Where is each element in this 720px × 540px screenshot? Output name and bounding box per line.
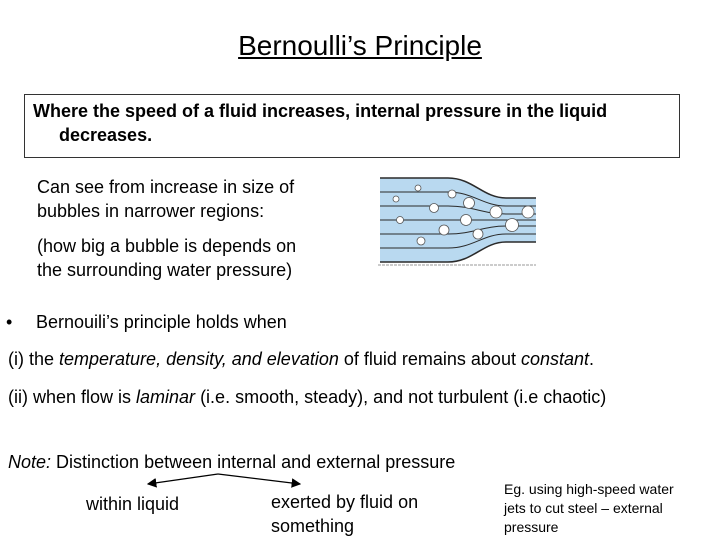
within-liquid-label: within liquid — [86, 494, 180, 514]
definition-line-2: decreases. — [59, 125, 153, 145]
exerted-label — [271, 490, 418, 538]
bubble — [461, 215, 472, 226]
condition-1-emphasis: temperature, density, and elevation — [59, 349, 339, 369]
condition-1-middle: of fluid remains about — [338, 349, 521, 369]
condition-1-suffix: . — [589, 349, 595, 369]
bubble — [417, 237, 425, 245]
bubbles-text — [37, 175, 294, 223]
note-text: Distinction between internal and external pressure — [51, 452, 456, 472]
exerted-label-line-2: something — [271, 516, 355, 536]
condition-1-emphasis-2: constant — [520, 349, 590, 369]
pressure-text-line-1: (how big a bubble is depends on — [37, 236, 297, 256]
condition-2-prefix: (ii) when flow is — [8, 387, 137, 407]
bubble — [439, 225, 449, 235]
note-label: Note: — [8, 452, 52, 472]
bullet-symbol: • — [6, 312, 13, 332]
pressure-text — [37, 234, 296, 282]
bubble — [522, 206, 534, 218]
example-line-1: Eg. using high-speed water — [504, 481, 674, 497]
bubble — [393, 196, 399, 202]
example-note — [504, 480, 674, 537]
condition-1 — [8, 347, 594, 371]
definition-box — [24, 94, 680, 158]
example-line-3: pressure — [504, 519, 559, 535]
arrow-to-exerted — [218, 474, 300, 484]
arrow-to-within-liquid — [148, 474, 218, 484]
example-line-2: jets to cut steel – external — [504, 500, 663, 516]
bubble — [473, 229, 483, 239]
figure-caption-line — [378, 262, 538, 268]
pressure-text-line-2: the surrounding water pressure) — [37, 260, 293, 280]
condition-2 — [8, 385, 606, 409]
bubbles-text-line-2: bubbles in narrower regions: — [37, 201, 265, 221]
bubble — [415, 185, 421, 191]
bubble — [464, 198, 475, 209]
bubble — [448, 190, 456, 198]
bullet-item — [6, 312, 287, 333]
bullet-text: Bernouili’s principle holds when — [36, 312, 287, 332]
bubble — [430, 204, 439, 213]
page-title: Bernoulli’s Principle — [238, 30, 482, 61]
condition-2-suffix: (i.e. smooth, steady), and not turbulent (i.e chaotic) — [195, 387, 607, 407]
definition-line-1: Where the speed of a fluid increases, internal pressure in the liquid — [33, 101, 608, 121]
condition-1-prefix: (i) the — [8, 349, 60, 369]
bubble — [506, 219, 519, 232]
bubble — [397, 217, 404, 224]
note-line — [8, 450, 455, 474]
condition-2-emphasis: laminar — [136, 387, 196, 407]
bubbles-text-line-1: Can see from increase in size of — [37, 177, 295, 197]
exerted-label-line-1: exerted by fluid on — [271, 492, 419, 512]
venturi-tube-figure — [378, 172, 538, 268]
bubble — [490, 206, 502, 218]
